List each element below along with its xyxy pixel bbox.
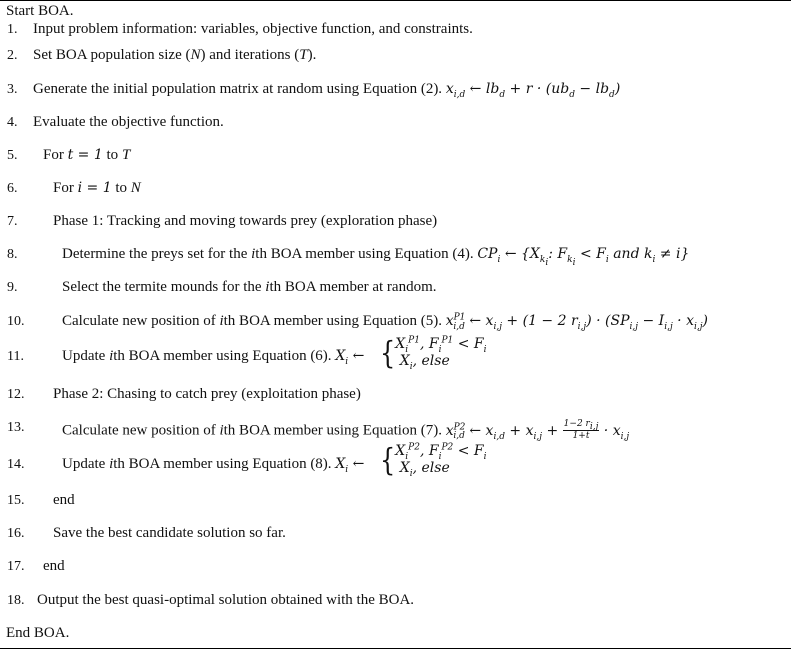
step-number: 6. [7, 181, 18, 196]
step-text: Generate the initial population matrix at random using Equation (2). $x_{i,d}$ ← $lb_d + r \cdot (ub_d - lb_d)$ [33, 81, 621, 100]
step-number: 16. [7, 526, 25, 541]
step-number: 10. [7, 314, 25, 329]
step-text: Save the best candidate solution so far. [53, 525, 286, 541]
step-text: Select the termite mounds for the ith BOA member at random. [62, 279, 437, 295]
step-number: 9. [7, 280, 18, 295]
equation-6-cases: {$X_i^{P1}$, $F_i^{P1} < F_i$ $X_i$, else [380, 334, 487, 372]
step-number: 1. [7, 22, 18, 37]
algorithm-end: End BOA. [6, 625, 70, 641]
step-number: 13. [7, 420, 25, 435]
step-number: 2. [7, 48, 18, 63]
step-number: 17. [7, 559, 25, 574]
step-text: Calculate new position of ith BOA member using Equation (7). $x^{P2}_{i,d}$ ← $x_{i,d} + x_{i,j}$ + $\frac{1-2 r_{i,j}}{1+t}$ · $x_{i,j}$ [62, 419, 630, 442]
equation-7: $x^{P2}_{i,d}$ ← $x_{i,d} + x_{i,j}$ + $\frac{1-2 r_{i,j}}{1+t}$ · $x_{i,j}$ [445, 419, 630, 442]
step-number: 7. [7, 214, 18, 229]
step-number: 8. [7, 247, 18, 262]
equation-8-cases: {$X_i^{P2}$, $F_i^{P2} < F_i$ $X_i$, else [380, 441, 487, 479]
equation-2: $x_{i,d}$ ← $lb_d + r \cdot (ub_d - lb_d)$ [445, 81, 621, 100]
step-number: 18. [7, 593, 25, 608]
step-text: Update ith BOA member using Equation (8). $X_i$ ← [62, 456, 365, 475]
equation-5: $x^{P1}_{i,d}$ ← $x_{i,j} + (1 - 2$ $r_{i,j}) \cdot (SP_{i,j} - I_{i,j} \cdot x_{i,j})$ [445, 312, 708, 332]
step-text: end [43, 558, 65, 574]
equation-8: $X_i$ ← [335, 456, 365, 475]
algorithm-title: Start BOA. [6, 3, 74, 19]
step-text: Output the best quasi-optimal solution obtained with the BOA. [37, 592, 415, 608]
step-text: Phase 1: Tracking and moving towards prey (exploration phase) [53, 213, 438, 229]
step-number: 3. [7, 82, 18, 97]
step-text: Calculate new position of ith BOA member using Equation (5). $x^{P1}_{i,d}$ ← $x_{i,j} + (1 - 2$ $r_{i,j}) \cdot (SP_{i,j} - I_{i,j} \cdot x_{i,j})$ [62, 312, 708, 332]
step-text: Set BOA population size (N) and iterations (T). [33, 47, 317, 63]
step-text: For i = 1 to N [53, 180, 141, 196]
step-number: 12. [7, 387, 25, 402]
equation-6: $X_i$ ← [335, 348, 365, 367]
step-number: 11. [7, 349, 24, 364]
step-number: 4. [7, 115, 18, 130]
equation-4: $CP_i$ ← {$X_{k_i}$: $F_{k_i} < F_i$ and $k_i \ne i$} [477, 246, 690, 268]
step-number: 14. [7, 457, 25, 472]
step-text: For t = 1 to T [43, 147, 131, 163]
step-number: 5. [7, 148, 18, 163]
step-text: Phase 2: Chasing to catch prey (exploitation phase) [53, 386, 361, 402]
step-text: end [53, 492, 75, 508]
top-rule [0, 0, 791, 1]
step-text: Determine the preys set for the ith BOA member using Equation (4). $CP_i$ ← {$X_{k_i}$: $F_{k_i} < F_i$ and $k_i \ne i$} [62, 246, 690, 268]
step-text: Update ith BOA member using Equation (6). $X_i$ ← [62, 348, 365, 367]
step-text: Evaluate the objective function. [33, 114, 224, 130]
step-text: Input problem information: variables, objective function, and constraints. [33, 21, 473, 37]
step-number: 15. [7, 493, 25, 508]
